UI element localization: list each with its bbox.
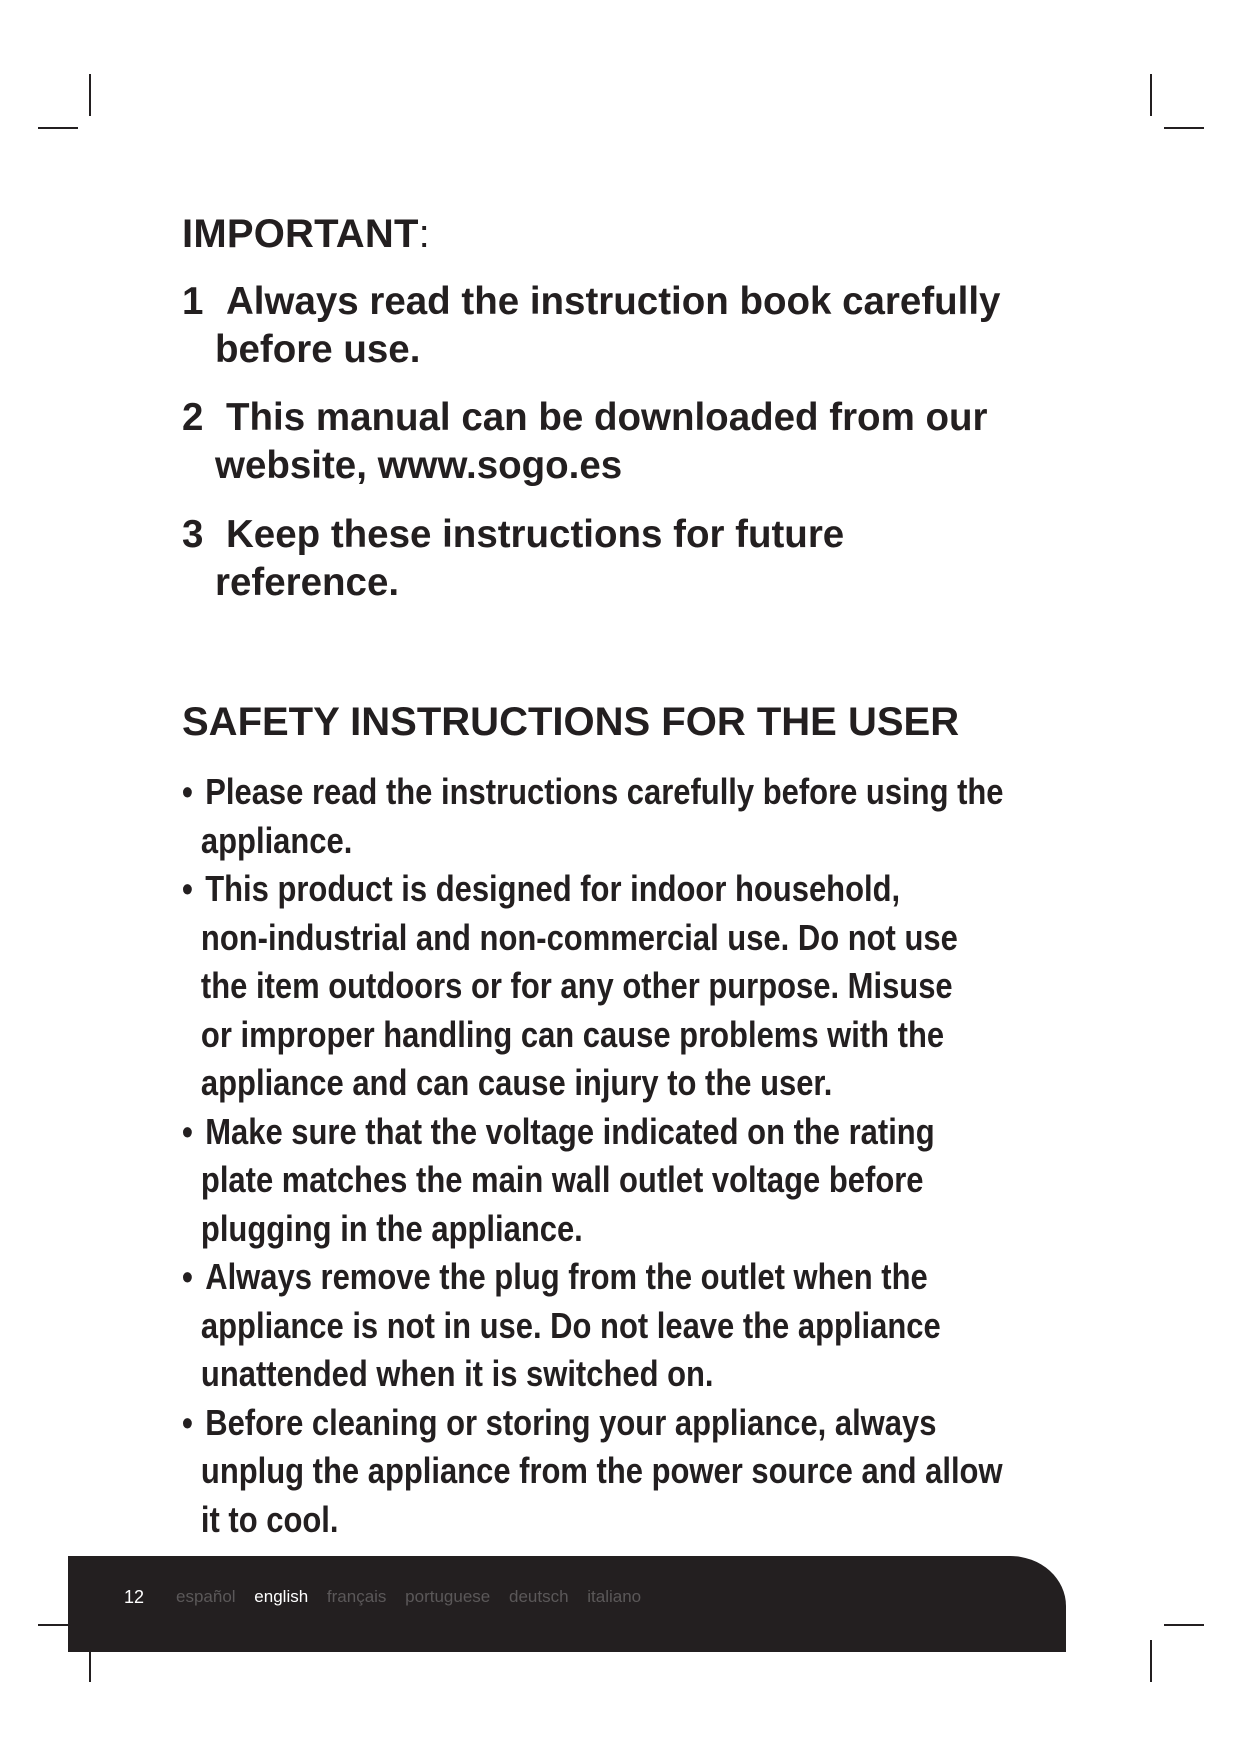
language-italiano: italiano [587,1587,642,1606]
crop-mark [1150,74,1152,116]
bullet-line: • Always remove the plug from the outlet when the [182,1253,956,1302]
item-number: 2 [182,396,204,439]
important-item-2 [182,394,1082,490]
bullet-line: appliance. [200,819,353,861]
bullet-icon: • [182,1256,193,1297]
bullet-line: it to cool. [200,1498,339,1540]
bullet-icon: • [182,771,193,812]
bullet-line: • Before cleaning or storing your appliance, always [182,1399,956,1448]
page-number: 12 [124,1587,145,1607]
bullet-line: unattended when it is switched on. [200,1353,714,1394]
bullet-line: or improper handling can cause problems with the [200,1013,945,1055]
language-portuguese: portuguese [405,1587,491,1606]
crop-mark [1164,127,1204,129]
bullet-icon: • [182,1110,193,1152]
crop-mark [1164,1624,1204,1626]
bullet-line: unplug the appliance from the power source and allow [200,1450,1003,1491]
important-item-3 [182,511,1082,607]
safety-heading: SAFETY INSTRUCTIONS FOR THE USER [182,700,960,744]
item-number: 1 [182,280,204,323]
language-english: english [254,1587,309,1606]
item-number: 3 [182,513,204,556]
bullet-line: • Make sure that the voltage indicated on the rating [182,1108,956,1157]
bullet-icon: • [182,1401,193,1443]
language-list [176,1587,655,1607]
important-heading: IMPORTANT: [182,212,430,256]
bullet-line: plugging in the appliance. [200,1207,583,1249]
crop-mark [38,127,78,129]
important-item-1 [182,278,1082,374]
bullet-line: appliance is not in use. Do not leave the appliance [200,1304,941,1346]
item-text: Always read the instruction book carefully [226,280,1001,323]
language-deutsch: deutsch [508,1587,569,1606]
bullet-line: non-industrial and non-commercial use. Do not use [200,916,958,958]
crop-mark [1150,1640,1152,1682]
bullet-line: plate matches the main wall outlet voltage before [200,1159,924,1200]
language-francais: français [326,1587,387,1606]
bullet-line: the item outdoors or for any other purpose. Misuse [200,965,953,1006]
bullet-line: • This product is designed for indoor household, [182,865,956,914]
bullet-line: • Please read the instructions carefully before using the [182,768,956,817]
crop-mark [89,74,91,116]
item-text: reference. [215,561,400,604]
item-text: This manual can be downloaded from our [226,396,988,439]
item-text: Keep these instructions for future [226,513,845,556]
item-text: website, www.sogo.es [215,444,623,487]
bullet-line: appliance and can cause injury to the user. [200,1062,833,1103]
bullet-icon: • [182,868,193,909]
item-text: before use. [215,328,421,371]
language-espanol: español [176,1587,236,1606]
safety-bullet-list [182,768,1082,1544]
